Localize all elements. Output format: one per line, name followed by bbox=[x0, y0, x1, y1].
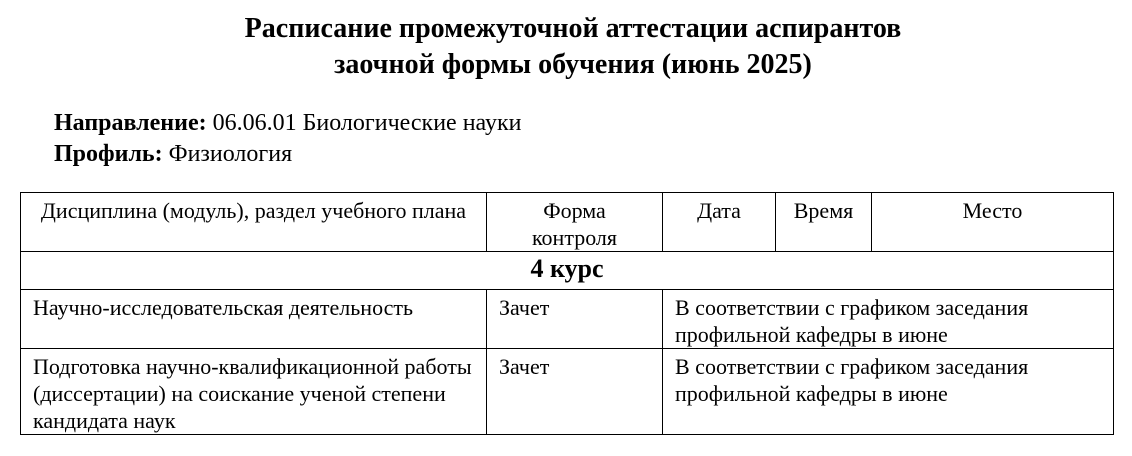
schedule-table bbox=[20, 192, 1114, 435]
header-discipline: Дисциплина (модуль), раздел учебного плана bbox=[21, 193, 487, 252]
course-label: 4 курс bbox=[21, 252, 1114, 290]
profile-line bbox=[54, 139, 521, 170]
header-time: Время bbox=[776, 193, 872, 252]
direction-line bbox=[54, 108, 521, 139]
schedule-note-cell: В соответствии с графиком заседания профильной кафедры в июне bbox=[663, 349, 1114, 435]
control-form-cell: Зачет bbox=[487, 290, 663, 349]
title-line-2: заочной формы обучения (июнь 2025) bbox=[334, 49, 812, 80]
direction-label: Направление: bbox=[54, 110, 207, 136]
table-row bbox=[21, 290, 1114, 349]
page-title bbox=[0, 11, 1132, 83]
direction-value: 06.06.01 Биологические науки bbox=[206, 110, 522, 136]
profile-label: Профиль: bbox=[54, 141, 163, 167]
title-line-1: Расписание промежуточной аттестации аспирантов bbox=[244, 13, 902, 44]
profile-value: Физиология bbox=[162, 141, 293, 167]
discipline-cell: Подготовка научно-квалификационной работы (диссертации) на соискание ученой степени кандидата наук bbox=[21, 349, 487, 435]
table-row bbox=[21, 349, 1114, 435]
header-place: Место bbox=[872, 193, 1114, 252]
course-row bbox=[21, 252, 1114, 290]
discipline-cell: Научно-исследовательская деятельность bbox=[21, 290, 487, 349]
schedule-note-cell: В соответствии с графиком заседания профильной кафедры в июне bbox=[663, 290, 1114, 349]
header-control-form: Форма контроля bbox=[487, 193, 663, 252]
program-info bbox=[54, 108, 521, 170]
control-form-cell: Зачет bbox=[487, 349, 663, 435]
header-date: Дата bbox=[663, 193, 776, 252]
table-header-row bbox=[21, 193, 1114, 252]
